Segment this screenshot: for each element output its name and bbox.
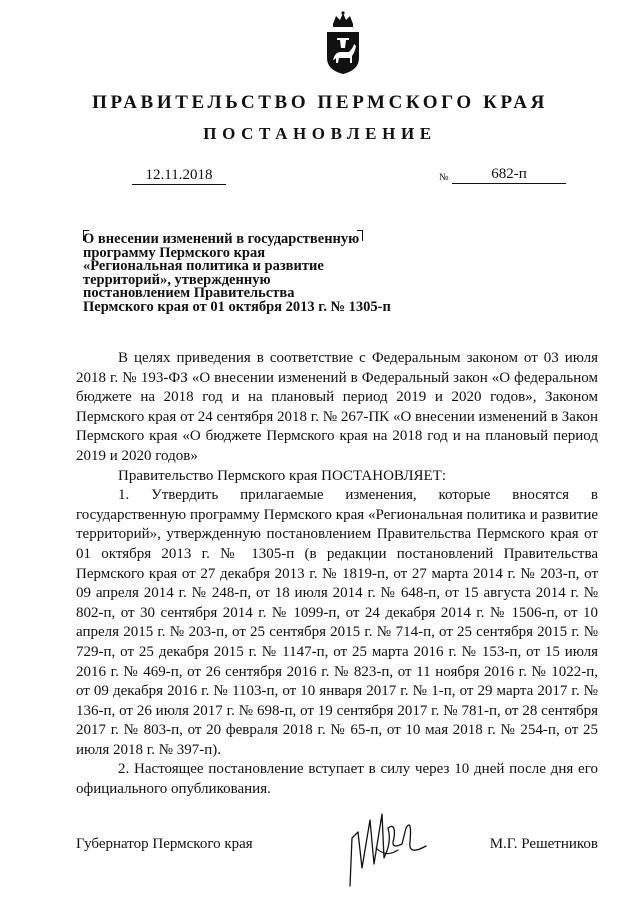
subject-line: территорий», утвержденную [83, 271, 271, 288]
organization-title: ПРАВИТЕЛЬСТВО ПЕРМСКОГО КРАЯ [92, 92, 548, 113]
document-subject [83, 233, 413, 314]
number-label: № [439, 172, 449, 183]
body-paragraph: 1. Утвердить прилагаемые изменения, которые вносятся в государственную программу Пермского края «Региональная политика и развитие территорий», утвержденную постановлением Правительства Пермского края от 01 октября 2013 г. № 1305-п (в редакции постановлений Правительства Пермского края от 27 декабря 2013 г. № 1819-п, от 27 марта 2014 г. № 203-п, от 09 апреля 2014 г. № 248-п, от 18 июля 2014 г. № 648-п, от 15 августа 2014 г. № 802-п, от 30 сентября 2014 г. № 1099-п, от 24 декабря 2014 г. № 1506-п, от 10 апреля 2015 г. № 203-п, от 25 сентября 2015 г. № 714-п, от 25 сентября 2015 г. № 729-п, от 25 декабря 2015 г. № 1147-п, от 25 марта 2016 г. № 153-п, от 15 июля 2016 г. № 469-п, от 26 сентября 2016 г. № 823-п, от 11 ноября 2016 г. № 1022-п, от 09 декабря 2016 г. № 1103-п, от 10 января 2017 г. № 1-п, от 29 марта 2017 г. № 136-п, от 26 июля 2017 г. № 698-п, от 19 сентября 2017 г. № 781-п, от 28 сентября 2017 г. № 803-п, от 20 февраля 2018 г. № 65-п, от 10 мая 2018 г. № 254-п, от 25 июля 2018 г. № 397-п). [76, 487, 598, 758]
document-date: 12.11.2018 [132, 167, 226, 185]
signatory-title: Губернатор Пермского края [76, 836, 253, 852]
handwritten-signature [336, 798, 436, 893]
coat-of-arms-icon [325, 10, 361, 76]
subject-line: О внесении изменений в государственную [83, 231, 360, 247]
signatory-name: М.Г. Решетников [489, 836, 598, 852]
body-paragraph: В целях приведения в соответствие с Федеральным законом от 03 июля 2018 г. № 193-ФЗ «О внесении изменений в Федеральный закон «О федеральном бюджете на 2018 год и на плановый период 2019 и 2020 годов», Законом Пермского края от 24 сентября 2018 г. № 267-ПК «О внесении изменений в Закон Пермского края «О бюджете Пермского края на 2018 год и на плановый период 2019 и 2020 годов» [76, 350, 598, 464]
body-paragraph: 2. Настоящее постановление вступает в силу через 10 дней после дня его официального опубликования. [76, 761, 598, 798]
document-type: ПОСТАНОВЛЕНИЕ [203, 124, 437, 143]
subject-line: Пермского края от 01 октября 2013 г. № 1305-п [83, 298, 391, 315]
document-body [76, 349, 598, 800]
body-paragraph: Правительство Пермского края ПОСТАНОВЛЯЕТ: [118, 467, 447, 484]
subject-line: «Региональная политика и развитие [83, 258, 324, 274]
subject-line: программу Пермского края [83, 244, 266, 261]
subject-line: постановлением Правительства [83, 285, 295, 301]
document-number: 682-п [452, 166, 566, 184]
